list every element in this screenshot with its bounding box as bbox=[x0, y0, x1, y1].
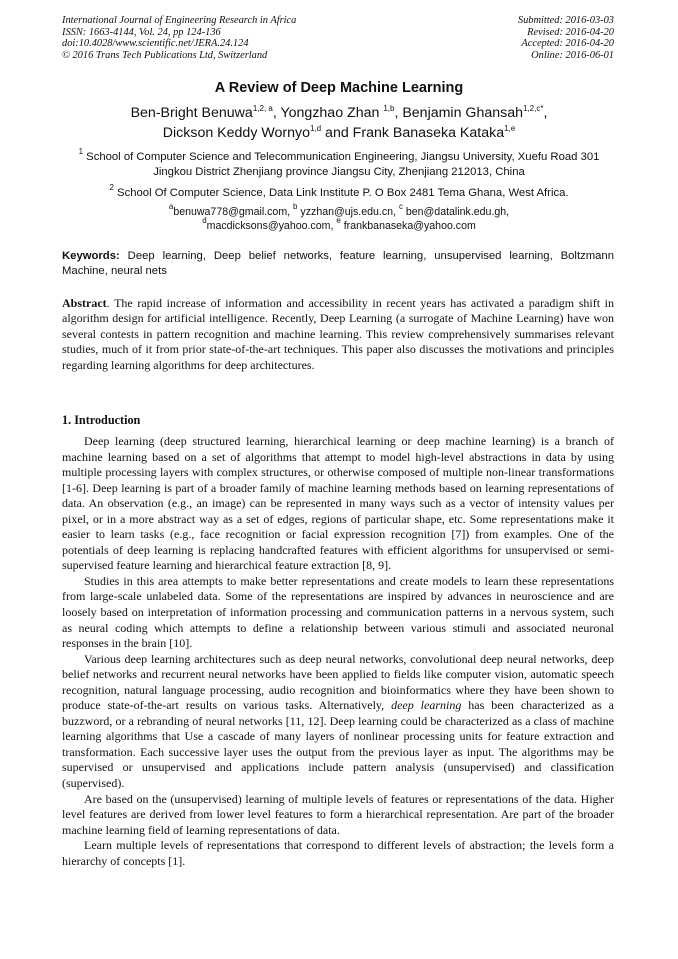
email-sup: b bbox=[293, 202, 298, 211]
submitted-date: Submitted: 2016-03-03 bbox=[517, 15, 614, 26]
email-sup: e bbox=[336, 216, 341, 225]
author-name: Dickson Keddy Wornyo bbox=[162, 125, 310, 141]
affiliation-2-sup: 2 bbox=[109, 183, 114, 192]
email-link[interactable]: yzzhan@ujs.edu.cn, bbox=[297, 206, 399, 218]
author-name: Yongzhao Zhan bbox=[280, 105, 384, 121]
author-sup: 1,e bbox=[504, 124, 516, 133]
author-name: Frank Banaseka Kataka bbox=[352, 125, 505, 141]
section-heading: 1. Introduction bbox=[62, 413, 141, 427]
paragraph bbox=[62, 652, 614, 792]
doi: doi:10.4028/www.scientific.net/JERA.24.124 bbox=[62, 38, 249, 50]
author-sep: , bbox=[272, 105, 281, 121]
affiliation-2 bbox=[62, 183, 616, 201]
accepted-date: Accepted: 2016-04-20 bbox=[521, 38, 614, 50]
email-link[interactable]: frankbanaseka@yahoo.com bbox=[340, 220, 476, 232]
abstract bbox=[62, 296, 614, 373]
journal-header-right bbox=[518, 15, 614, 61]
affiliation-1-text: School of Computer Science and Telecommunication Engineering, Jiangsu University, Xuefu Road 301 Jingkou District Zhenjiang province Jiangsu City, Zhenjiang 212013, China bbox=[83, 151, 600, 178]
author-emails bbox=[62, 202, 616, 233]
email-sup: a bbox=[168, 202, 174, 211]
journal-header-left bbox=[62, 15, 296, 61]
keywords-label: Keywords: bbox=[62, 250, 120, 262]
affiliation-1-sup: 1 bbox=[78, 147, 84, 156]
author-sup: 1,d bbox=[309, 124, 322, 133]
affiliation-1 bbox=[62, 147, 616, 180]
author-list bbox=[30, 103, 648, 143]
section-body bbox=[62, 434, 614, 869]
email-sup: c bbox=[398, 202, 403, 211]
paper-title: A Review of Deep Machine Learning bbox=[214, 80, 464, 96]
email-sup: d bbox=[202, 216, 207, 225]
emphasis-text: deep learning bbox=[391, 698, 462, 713]
revised-date: Revised: 2016-04-20 bbox=[527, 26, 614, 38]
author-sep: and bbox=[321, 125, 353, 141]
paragraph-text: has been characterized as a buzzword, or a rebranding of neural networks [11, 12]. Deep learning could be characterized as a class of machine learning algorithms that Use a cascade of many layers of nonlinear processing units for feature extraction and transformation. Each successive layer uses the output from the previous layer as input. The algorithms may be supervised or unsupervised and applications include pattern analysis (unsupervised) and classification (supervised). bbox=[62, 698, 614, 791]
author-name: Ben-Bright Benuwa bbox=[130, 105, 253, 121]
issn: ISSN: 1663-4144, Vol. 24, pp 124-136 bbox=[62, 26, 221, 38]
email-link[interactable]: ben@datalink.edu.gh, bbox=[402, 206, 510, 218]
abstract-label: Abstract bbox=[62, 296, 107, 310]
journal-name: International Journal of Engineering Research in Africa bbox=[62, 15, 297, 26]
copyright: © 2016 Trans Tech Publications Ltd, Switzerland bbox=[62, 49, 268, 61]
paragraph: Are based on the (unsupervised) learning of multiple levels of features or representations of the data. Higher level features are derived from lower level features to form a hierarchical representation. Are part of the broader machine learning field of learning representations of data. bbox=[62, 791, 614, 837]
author-sep: , bbox=[543, 105, 548, 121]
online-date: Online: 2016-06-01 bbox=[531, 49, 614, 61]
author-sup: 1,2,c* bbox=[523, 104, 544, 113]
paragraph: Studies in this area attempts to make better representations and create models to learn these representations from large-scale unlabeled data. Some of the representations are inspired by advances in neuroscience and are loosely based on interpretation of information processing and communication patterns in a nervous system, such as neural coding which attempts to define a relationship between various stimuli and associated neuronal responses in the brain [10]. bbox=[62, 573, 614, 651]
paragraph-text: Various deep learning architectures such as deep neural networks, convolutional deep neural networks, deep belief networks and recurrent neural networks have been applied to fields like computer vision, automatic speech recognition, natural language processing, audio recognition and bioinformatics where they have been shown to produce state-of-the-art results on various tasks. Alternatively, bbox=[62, 651, 614, 713]
abstract-text: . The rapid increase of information and accessibility in recent years has activated a paradigm shift in algorithm design for artificial intelligence. Recently, Deep Learning (a surrogate of Machine Learning) have won several contests in pattern recognition and machine learning. This review comprehensively summarises relevant studies, much of it from prior state-of-the-art techniques. This paper also discusses the motivations and principles regarding learning algorithms for deep architectures. bbox=[62, 296, 614, 372]
affiliation-2-text: School Of Computer Science, Data Link Institute P. O Box 2481 Tema Ghana, West Africa. bbox=[113, 187, 569, 199]
author-name: Benjamin Ghansah bbox=[402, 105, 523, 121]
email-link[interactable]: macdicksons@yahoo.com, bbox=[206, 220, 337, 232]
paragraph: Learn multiple levels of representations that correspond to different levels of abstraction; the levels form a hierarchy of concepts [1]. bbox=[62, 838, 614, 868]
keywords-text: Deep learning, Deep belief networks, feature learning, unsupervised learning, Boltzmann Machine, neural nets bbox=[62, 250, 614, 277]
paragraph: Deep learning (deep structured learning, hierarchical learning or deep machine learning) is a branch of machine learning based on a set of algorithms that attempt to model high-level abstractions in data by using multiple processing layers with complex structures, or otherwise composed of multiple non-linear transformations [1-6]. Deep learning is part of a broader family of machine learning methods based on learning representations of data. An observation (e.g., an image) can be represented in many ways such as a vector of intensity values per pixel, or in a more abstract way as a set of edges, regions of particular shape, etc. Some representations make it easier to learn tasks (e.g., face recognition or facial expression recognition [7]) from examples. One of the potentials of deep learning is replacing handcrafted features with efficient algorithms for unsupervised or semi-supervised feature learning and hierarchical feature extraction [8, 9]. bbox=[62, 434, 614, 573]
author-sup: 1,2, a bbox=[252, 104, 273, 113]
author-sup: 1,b bbox=[383, 104, 395, 113]
author-sep: , bbox=[394, 105, 403, 121]
keywords bbox=[62, 249, 614, 279]
email-link[interactable]: benuwa778@gmail.com, bbox=[173, 206, 294, 218]
